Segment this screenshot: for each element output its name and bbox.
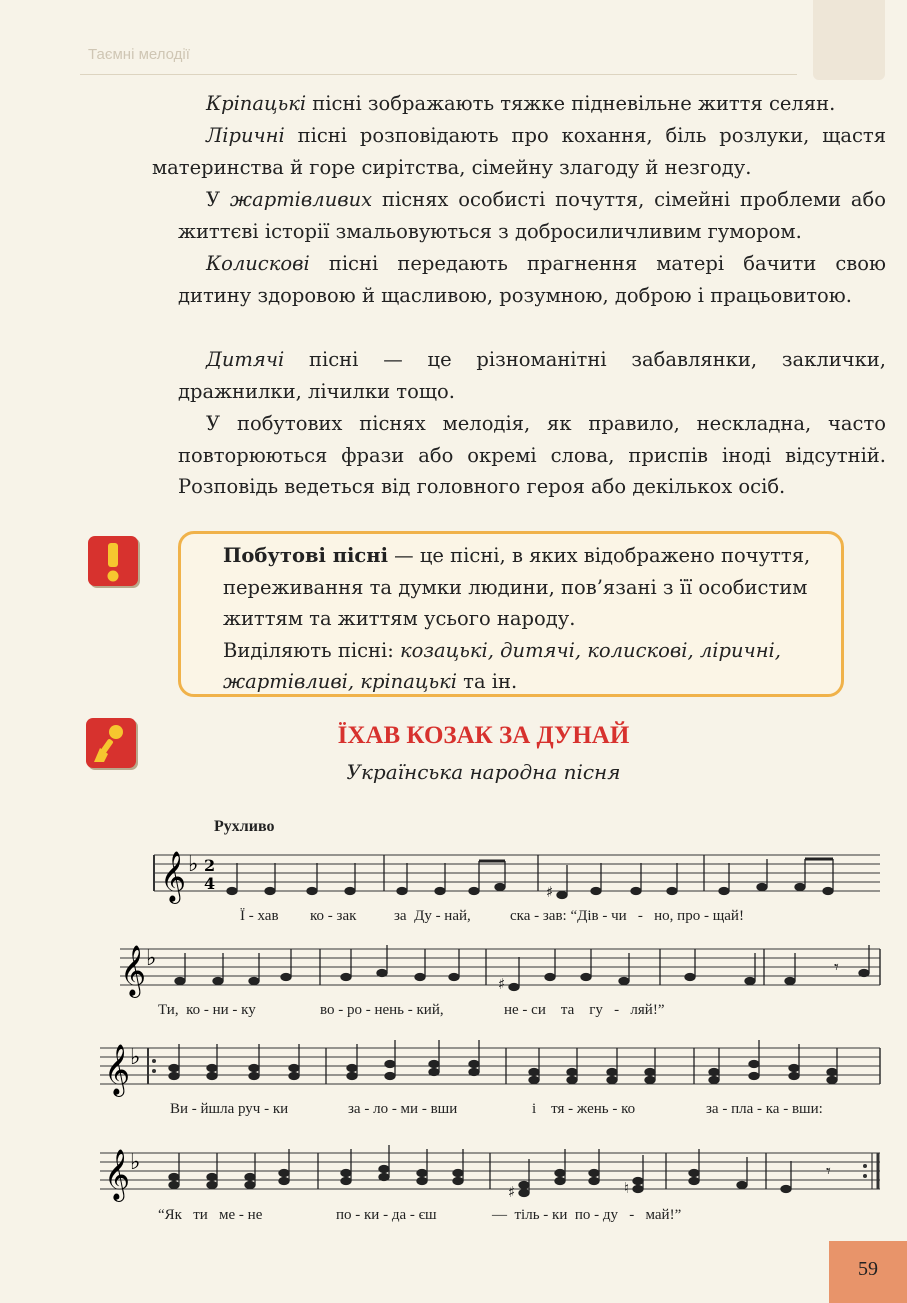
definition-text: Побутові пісні — це пісні, в яких відображено почуття, переживання та думки людини, пов’язані з її особистим життям та життям усього народу.: [223, 544, 811, 630]
lyrics-line-3-c: і тя - жень - ко: [532, 1101, 636, 1117]
svg-text:𝄞: 𝄞: [120, 945, 147, 996]
lyrics-line-2-b: во - ро - нень - кий,: [320, 1002, 444, 1018]
faded-header: Таємні мелодії: [88, 46, 190, 63]
lyrics-line-4-b: по - ки - да - єш: [336, 1207, 437, 1223]
staff-line-3: [104, 1036, 886, 1106]
paragraph-kripatski: Кріпацькі пісні зображають тяжке підневільне життя селян.: [206, 92, 836, 115]
faded-corner-decoration: [813, 0, 885, 80]
svg-text:𝄾: 𝄾: [826, 1161, 831, 1182]
paragraph-kolyskovi: Колискові пісні передають прагнення матері бачити свою дитину здоровою й щасливою, розумною, доброю і працьовитою.: [178, 252, 886, 307]
paragraph-dytiachi: Дитячі пісні — це різноманітні забавлянки, заклички, дражнилки, лічилки тощо.: [178, 348, 886, 403]
definition-box: [178, 531, 844, 697]
svg-text:♯: ♯: [546, 883, 554, 901]
staff-line-4: [104, 1141, 886, 1211]
svg-text:2: 2: [204, 856, 216, 875]
song-title: ЇХАВ КОЗАК ЗА ДУНАЙ: [337, 722, 630, 749]
svg-text:♭: ♭: [146, 946, 157, 971]
lyrics-line-4-c: — тіль - ки по - ду - май!”: [492, 1207, 682, 1223]
lyrics-line-3-d: за - пла - ка - вши:: [706, 1101, 823, 1117]
svg-text:♮: ♮: [624, 1179, 630, 1197]
song-types-list: Виділяють пісні: козацькі, дитячі, колискові, ліричні, жартівливі, кріпацькі та ін.: [223, 638, 781, 693]
paragraph-zhartivlyvi: У жартівливих піснях особисті почуття, сімейні проблеми або життєві історії змальовуються з добросиличливим гумором.: [178, 188, 887, 243]
lyrics-line-4-a: “Як ти ме - не: [158, 1207, 263, 1223]
svg-text:𝄞: 𝄞: [104, 1044, 131, 1095]
lyrics-line-1-b: ко - зак: [310, 908, 357, 924]
svg-text:♯: ♯: [508, 1183, 516, 1201]
page-number: 59: [829, 1241, 907, 1303]
lyrics-line-1-d: ска - зав: “Дів - чи - но, про - щай!: [510, 908, 744, 924]
lyrics-line-3-a: Ви - йшла руч - ки: [170, 1101, 289, 1117]
svg-text:4: 4: [204, 874, 216, 893]
staff-line-1: [150, 843, 886, 913]
tempo-marking: Рухливо: [214, 818, 275, 835]
song-subtitle: Українська народна пісня: [346, 760, 621, 784]
lyrics-line-1-a: Ї - хав: [240, 908, 279, 924]
staff-line-2: [120, 937, 886, 1007]
svg-text:𝄞: 𝄞: [160, 851, 187, 902]
exclamation-icon: [88, 536, 138, 586]
lyrics-line-2-c: не - си та гу - ляй!”: [504, 1002, 665, 1018]
paragraph-melody-note: У побутових піснях мелодія, як правило, нескладна, часто повторюються фрази або окремі слова, приспів іноді відсутній. Розповідь ведеться від головного героя або декількох осіб.: [178, 412, 886, 498]
svg-text:𝄞: 𝄞: [104, 1149, 131, 1200]
faded-header-rule: [80, 74, 797, 75]
lyrics-line-2-a: Ти, ко - ни - ку: [158, 1002, 256, 1018]
svg-text:♯: ♯: [498, 975, 506, 993]
svg-text:𝄾: 𝄾: [834, 957, 839, 978]
lyrics-line-3-b: за - ло - ми - вши: [348, 1101, 458, 1117]
paragraph-lirychni: Ліричні пісні розповідають про кохання, біль розлуки, щастя материнства й горе сирітства, сімейну злагоду й незгоду.: [152, 124, 886, 179]
svg-text:♭: ♭: [130, 1045, 141, 1070]
lyrics-line-1-c: за Ду - най,: [394, 908, 471, 924]
svg-text:♭: ♭: [188, 852, 199, 877]
svg-text:♭: ♭: [130, 1150, 141, 1175]
